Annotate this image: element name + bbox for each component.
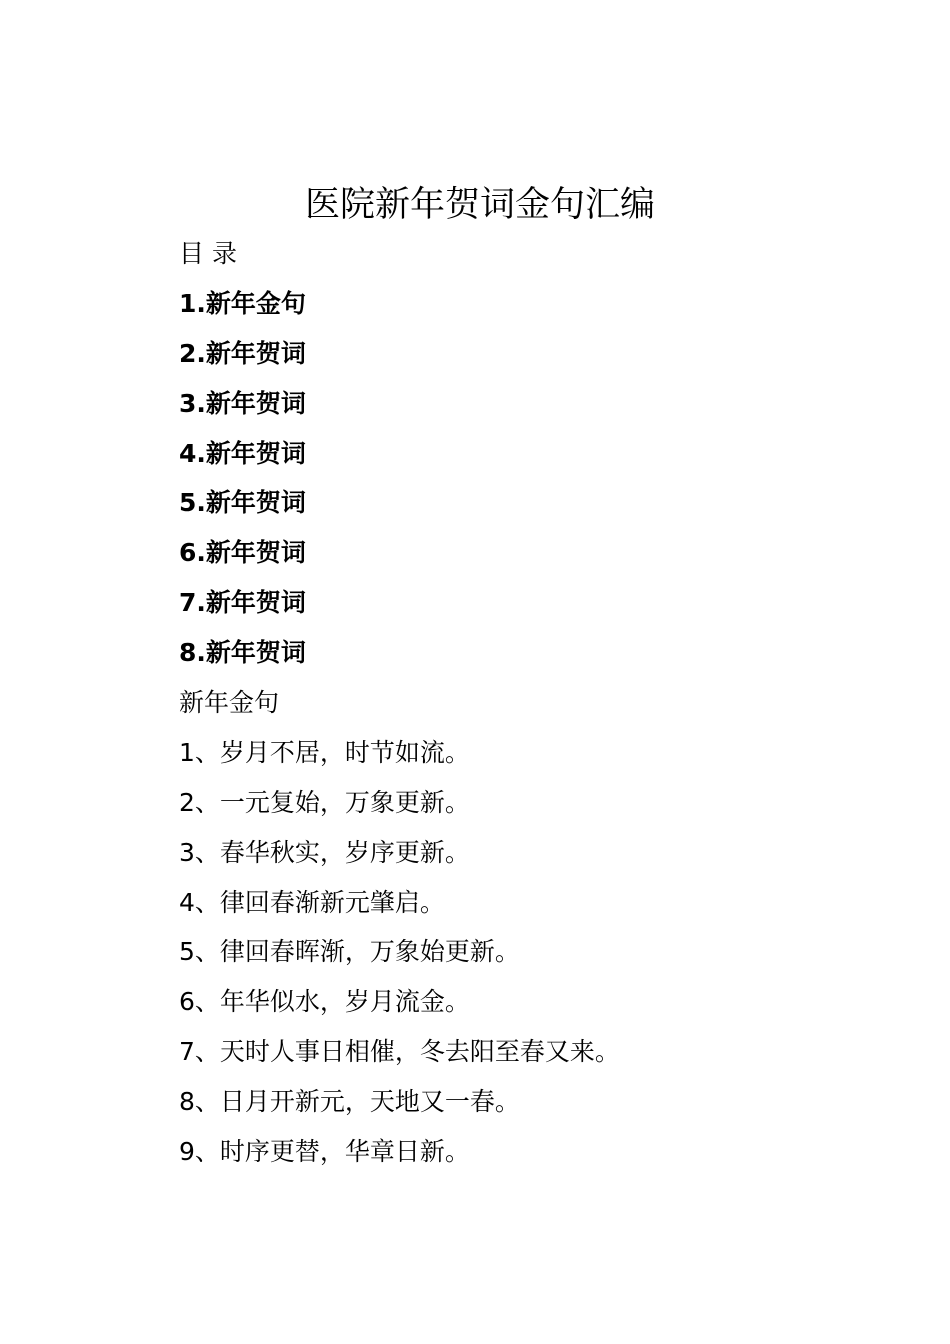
sentence-item: 7、天时人事日相催，冬去阳至春又来。 (179, 1037, 620, 1067)
sentence-item: 6、年华似水，岁月流金。 (179, 987, 470, 1017)
toc-item[interactable]: 5.新年贺词 (179, 488, 306, 518)
toc-item[interactable]: 7.新年贺词 (179, 588, 306, 618)
sentence-item: 5、律回春晖渐，万象始更新。 (179, 937, 520, 967)
document-title: 医院新年贺词金句汇编 (304, 185, 655, 225)
sentence-item: 4、律回春渐新元肇启。 (179, 887, 445, 917)
section-heading: 新年金句 (179, 688, 280, 718)
toc-item[interactable]: 4.新年贺词 (179, 438, 306, 468)
sentence-item: 1、岁月不居，时节如流。 (179, 737, 470, 767)
document-body (179, 234, 879, 1182)
toc-item[interactable]: 1.新年金句 (179, 288, 306, 318)
sentence-item: 9、时序更替，华章日新。 (179, 1137, 470, 1167)
sentence-item: 3、春华秋实，岁序更新。 (179, 837, 470, 867)
toc-item[interactable]: 6.新年贺词 (179, 538, 306, 568)
toc-item[interactable]: 2.新年贺词 (179, 338, 306, 368)
toc-heading: 目 录 (179, 239, 237, 268)
sentence-item: 8、日月开新元，天地又一春。 (179, 1087, 520, 1117)
toc-item[interactable]: 3.新年贺词 (179, 388, 306, 418)
toc-item[interactable]: 8.新年贺词 (179, 638, 306, 668)
sentence-item: 2、一元复始，万象更新。 (179, 787, 470, 817)
